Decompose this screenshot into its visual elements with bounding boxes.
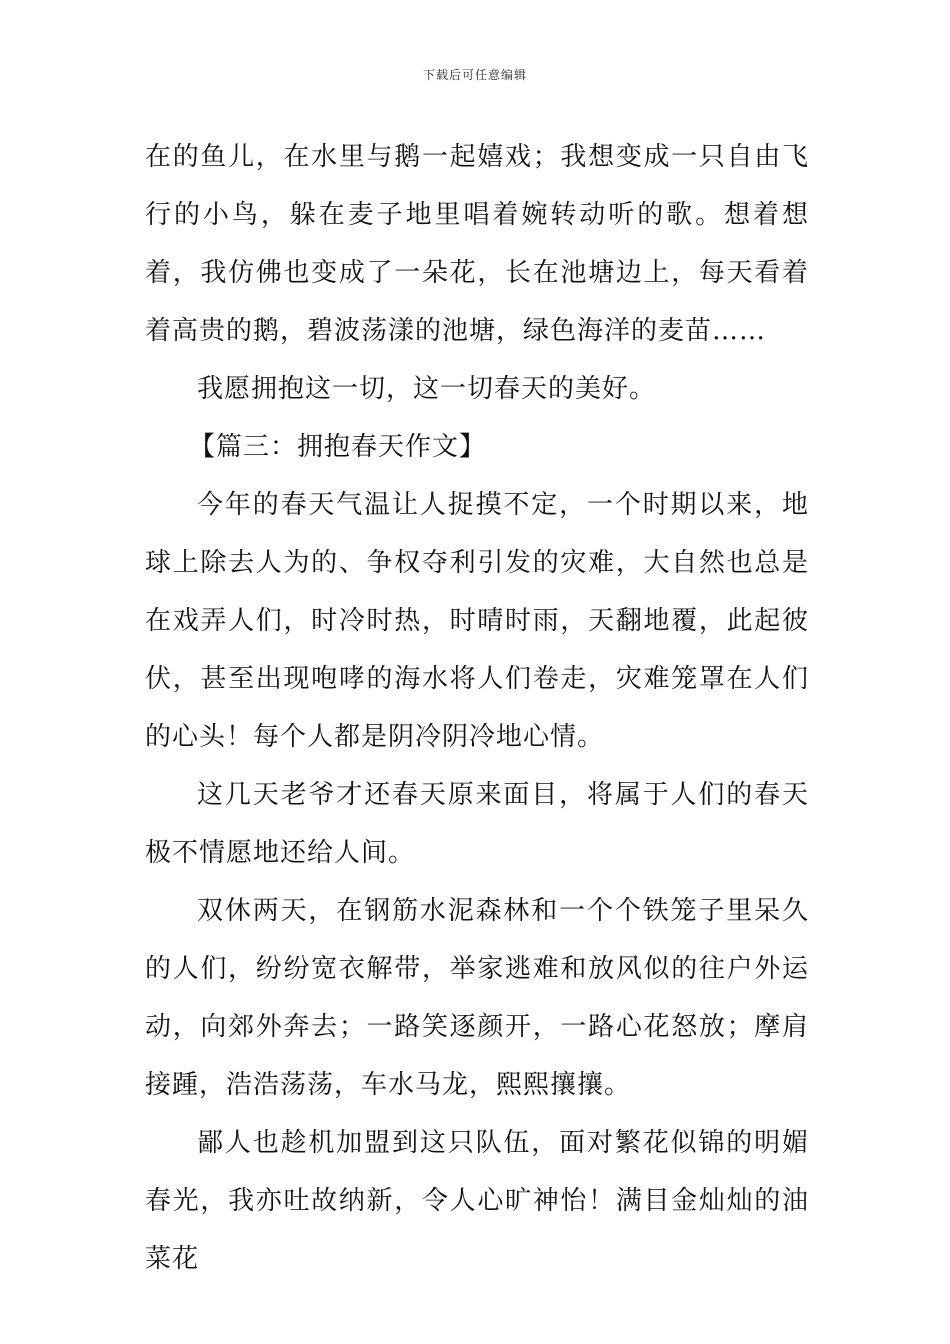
paragraph: 我愿拥抱这一切，这一切春天的美好。 <box>197 374 657 404</box>
page-header: 下载后可任意编辑 <box>422 68 527 82</box>
paragraph: 今年的春天气温让人捉摸不定，一个时期以来，地球上除去人为的、争权夺利引发的灾难，大自然也总是在戏弄人们，时冷时热，时晴时雨，天翻地覆，此起彼伏，甚至出现咆哮的海水将人们卷走，灾难笼罩在人们的心头！每个人都是阴冷阴冷地心情。 <box>145 490 809 752</box>
paragraph-continuation: 在的鱼儿，在水里与鹅一起嬉戏；我想变成一只自由飞行的小鸟，躲在麦子地里唱着婉转动听的歌。想着想着，我仿佛也变成了一朵花，长在池塘边上，每天看着着高贵的鹅，碧波荡漾的池塘，绿色海洋的麦苗…… <box>145 142 809 346</box>
paragraph: 这几天老爷才还春天原来面目，将属于人们的春天极不情愿地还给人间。 <box>145 780 809 868</box>
paragraph: 鄙人也趁机加盟到这只队伍，面对繁花似锦的明媚春光，我亦吐故纳新，令人心旷神怡！满目金灿灿的油菜花 <box>145 1128 809 1274</box>
paragraph: 双休两天，在钢筋水泥森林和一个个铁笼子里呆久的人们，纷纷宽衣解带，举家逃难和放风似的往户外运动，向郊外奔去；一路笑逐颜开，一路心花怒放；摩肩接踵，浩浩荡荡，车水马龙，熙熙攘攘。 <box>145 896 809 1100</box>
document-body <box>145 128 809 1288</box>
section-heading: 【篇三：拥抱春天作文】 <box>189 432 487 462</box>
